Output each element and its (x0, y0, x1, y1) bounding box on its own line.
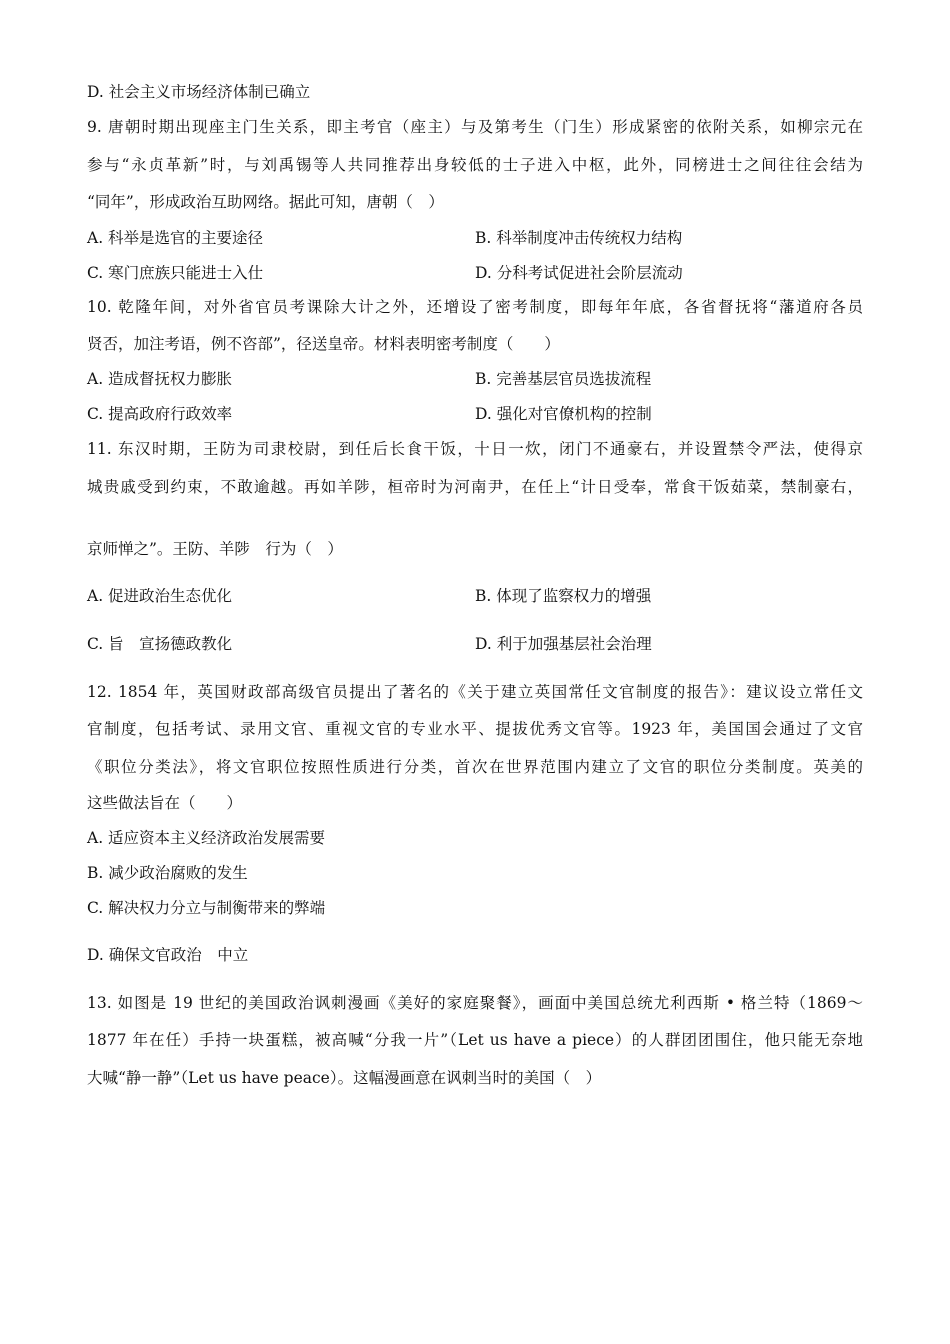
question-9-stem-line-3: “同年”，形成政治互助网络。据此可知，唐朝（ ） (87, 193, 444, 211)
question-11-option-a: A. 促进政治生态优化 (87, 587, 233, 605)
question-11-stem-line-1: 11. 东汉时期，王防为司隶校尉，到任后长食干饭，十日一炊，闭门不通豪右，并设置禁令严法，使得京 (87, 440, 863, 458)
question-12-option-d: D. 确保文官政治 中立 (87, 946, 249, 964)
question-8-option-d: D. 社会主义市场经济体制已确立 (87, 83, 311, 101)
question-12-option-b: B. 减少政治腐败的发生 (87, 864, 248, 882)
question-13-stem-line-3: 大喊“静一静”（Let us have peace）。这幅漫画意在讽刺当时的美国（ ） (87, 1069, 602, 1087)
question-11-option-c: C. 旨 宣扬德政教化 (87, 635, 233, 653)
question-9-option-b: B. 科举制度冲击传统权力结构 (475, 229, 683, 247)
question-13-stem-line-2: 1877 年在任）手持一块蛋糕，被高喊“分我一片”（Let us have a piece）的人群团团围住，他只能无奈地 (87, 1031, 863, 1049)
question-9-option-d: D. 分科考试促进社会阶层流动 (475, 264, 683, 282)
question-12-stem-line-2: 官制度，包括考试、录用文官、重视文官的专业水平、提拔优秀文官等。1923 年，美国国会通过了文官 (87, 720, 863, 738)
question-12-stem-line-4: 这些做法旨在（ ） (87, 794, 243, 812)
question-9-stem-line-2: 参与“永贞革新”时，与刘禹锡等人共同推荐出身较低的士子进入中枢，此外，同榜进士之间往往会结为 (87, 156, 863, 174)
question-11-stem-line-2: 城贵戚受到约束，不敢逾越。再如羊陟，桓帝时为河南尹，在任上“计日受奉，常食干饭茹菜，禁制豪右， (87, 478, 863, 496)
question-10-option-a: A. 造成督抚权力膨胀 (87, 370, 233, 388)
question-11-option-b: B. 体现了监察权力的增强 (475, 587, 652, 605)
question-10-stem-line-1: 10. 乾隆年间，对外省官员考课除大计之外，还增设了密考制度，即每年年底，各省督抚将“藩道府各员 (87, 298, 863, 316)
question-13-stem-line-1: 13. 如图是 19 世纪的美国政治讽刺漫画《美好的家庭聚餐》，画面中美国总统尤利西斯 • 格兰特（1869～ (87, 994, 863, 1012)
question-9-option-c: C. 寒门庶族只能进士入仕 (87, 264, 264, 282)
question-10-option-d: D. 强化对官僚机构的控制 (475, 405, 652, 423)
question-9-stem-line-1: 9. 唐朝时期出现座主门生关系，即主考官（座主）与及第考生（门生）形成紧密的依附关系，如柳宗元在 (87, 118, 863, 136)
question-10-option-c: C. 提高政府行政效率 (87, 405, 233, 423)
question-11-option-d: D. 利于加强基层社会治理 (475, 635, 652, 653)
question-12-stem-line-3: 《职位分类法》，将文官职位按照性质进行分类，首次在世界范围内建立了文官的职位分类制度。英美的 (87, 758, 863, 776)
question-12-option-c: C. 解决权力分立与制衡带来的弊端 (87, 899, 326, 917)
question-9-option-a: A. 科举是选官的主要途径 (87, 229, 264, 247)
question-10-option-b: B. 完善基层官员选拔流程 (475, 370, 652, 388)
question-10-stem-line-2: 贤否，加注考语，例不咨部”，径送皇帝。材料表明密考制度（ ） (87, 335, 560, 353)
question-12-stem-line-1: 12. 1854 年，英国财政部高级官员提出了著名的《关于建立英国常任文官制度的报告》：建议设立常任文 (87, 683, 863, 701)
question-12-option-a: A. 适应资本主义经济政治发展需要 (87, 829, 326, 847)
question-11-stem-line-3: 京师惮之”。王防、羊陟 行为（ ） (87, 540, 343, 558)
